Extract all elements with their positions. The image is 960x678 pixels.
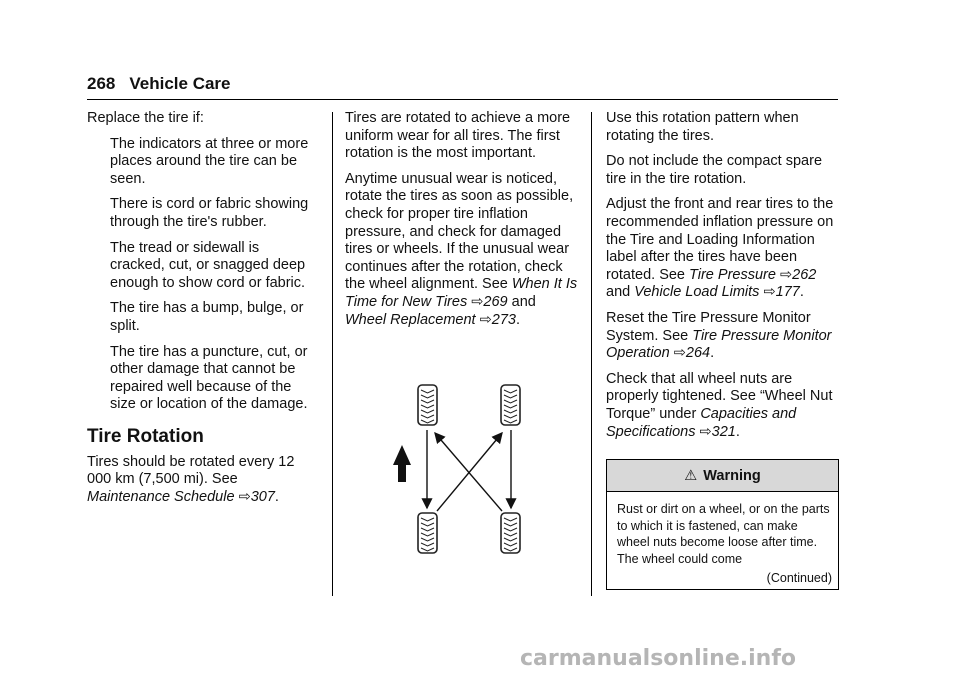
warning-header xyxy=(607,460,838,492)
tire-rotation-diagram xyxy=(385,375,555,560)
new-tires-link[interactable]: When It Is Time for New Tires xyxy=(345,276,578,310)
front-left-tire-icon xyxy=(418,385,437,425)
replace-intro: Replace the tire if: xyxy=(87,110,204,126)
front-direction-arrow-icon xyxy=(393,445,411,482)
maintenance-schedule-link[interactable]: Maintenance Schedule xyxy=(87,488,235,505)
bullet-item: The tire has a bump, bulge, or split. xyxy=(87,300,313,335)
wheel-nuts-text: Check that all wheel nuts are properly tightened. See “Wheel Nut Torque” under Capacities and Specifications ⇨321. xyxy=(606,370,833,440)
bullet-icon xyxy=(87,196,110,231)
warning-icon: ⚠ xyxy=(684,467,698,484)
warning-continued: (Continued) xyxy=(766,571,832,585)
bullet-item: The indicators at three or more places around the tire can be seen. xyxy=(87,136,313,189)
page-header xyxy=(87,74,838,94)
wheel-replacement-link[interactable]: Wheel Replacement xyxy=(345,311,476,328)
bullet-icon xyxy=(87,300,110,335)
page-number: 268 xyxy=(87,74,116,93)
bullet-icon xyxy=(87,344,110,414)
rear-right-tire-icon xyxy=(501,513,520,553)
bullet-icon xyxy=(87,240,110,293)
front-right-tire-icon xyxy=(501,385,520,425)
page-ref[interactable]: 177 xyxy=(775,284,800,301)
page-ref-icon: ⇨ xyxy=(779,266,793,283)
spare-tire-text: Do not include the compact spare tire in the tire rotation. xyxy=(606,153,823,187)
page-ref-icon: ⇨ xyxy=(238,488,251,505)
unusual-wear-text: Anytime unusual wear is noticed, rotate the tires as soon as possible, check for proper tire inflation pressure, and check for damaged tires or wheels. If the unusual wear continues after the rotation, check the wheel alignment. See When It Is Time for New Tires ⇨269 and Wheel Replacement ⇨273. xyxy=(345,170,578,328)
rotation-pattern-text: Use this rotation pattern when rotating the tires. xyxy=(606,110,799,144)
warning-title: Warning xyxy=(703,467,761,484)
section-title: Vehicle Care xyxy=(129,74,231,93)
column-1 xyxy=(87,110,313,514)
tpms-operation-link[interactable]: Tire Pressure Monitor Operation xyxy=(606,327,832,362)
page-ref[interactable]: 273 xyxy=(491,311,516,328)
inflation-text: Adjust the front and rear tires to the recommended inflation pressure on the Tire and Loading Information label after the tires have been rotated. See Tire Pressure ⇨262 and Vehicle Load Limits ⇨177. xyxy=(606,196,834,301)
page-ref[interactable]: 321 xyxy=(711,423,736,440)
tire-pressure-link[interactable]: Tire Pressure xyxy=(689,266,776,283)
page-ref-icon: ⇨ xyxy=(673,345,686,362)
page-ref[interactable]: 307 xyxy=(250,488,275,505)
capacities-link[interactable]: Capacities and Specifications xyxy=(606,405,797,440)
page-ref[interactable]: 269 xyxy=(483,293,508,310)
bullet-item: The tread or sidewall is cracked, cut, or snagged deep enough to show cord or fabric. xyxy=(87,240,313,293)
rear-left-tire-icon xyxy=(418,513,437,553)
warning-body: Rust or dirt on a wheel, or on the parts to which it is fastened, can make wheel nuts become loose after time. The wheel could come xyxy=(617,502,830,566)
page-ref-icon: ⇨ xyxy=(699,423,712,440)
vehicle-load-limits-link[interactable]: Vehicle Load Limits xyxy=(634,284,760,301)
column-2 xyxy=(345,110,580,337)
column-divider xyxy=(591,112,592,596)
tire-rotation-heading: Tire Rotation xyxy=(87,425,204,447)
bullet-icon xyxy=(87,136,110,189)
watermark: carmanualsonline.info xyxy=(520,646,796,671)
bullet-item: The tire has a puncture, cut, or other damage that cannot be repaired well because of the size or location of the damage. xyxy=(87,344,313,414)
column-divider xyxy=(332,112,333,596)
page-ref[interactable]: 262 xyxy=(792,266,817,283)
page-ref[interactable]: 264 xyxy=(685,345,711,362)
rotation-interval-text: Tires should be rotated every 12 000 km (7,500 mi). See Maintenance Schedule ⇨307. xyxy=(87,453,295,505)
bullet-item: There is cord or fabric showing through the tire's rubber. xyxy=(87,196,313,231)
page-ref-icon: ⇨ xyxy=(763,284,776,301)
page-ref-icon: ⇨ xyxy=(479,311,492,328)
tpms-reset-text: Reset the Tire Pressure Monitor System. See Tire Pressure Monitor Operation ⇨264. xyxy=(606,309,832,362)
warning-box xyxy=(606,459,839,590)
rotation-purpose: Tires are rotated to achieve a more uniform wear for all tires. The first rotation is the most important. xyxy=(345,110,571,162)
column-3 xyxy=(606,110,840,449)
header-rule xyxy=(87,99,838,100)
page-ref-icon: ⇨ xyxy=(471,293,484,310)
